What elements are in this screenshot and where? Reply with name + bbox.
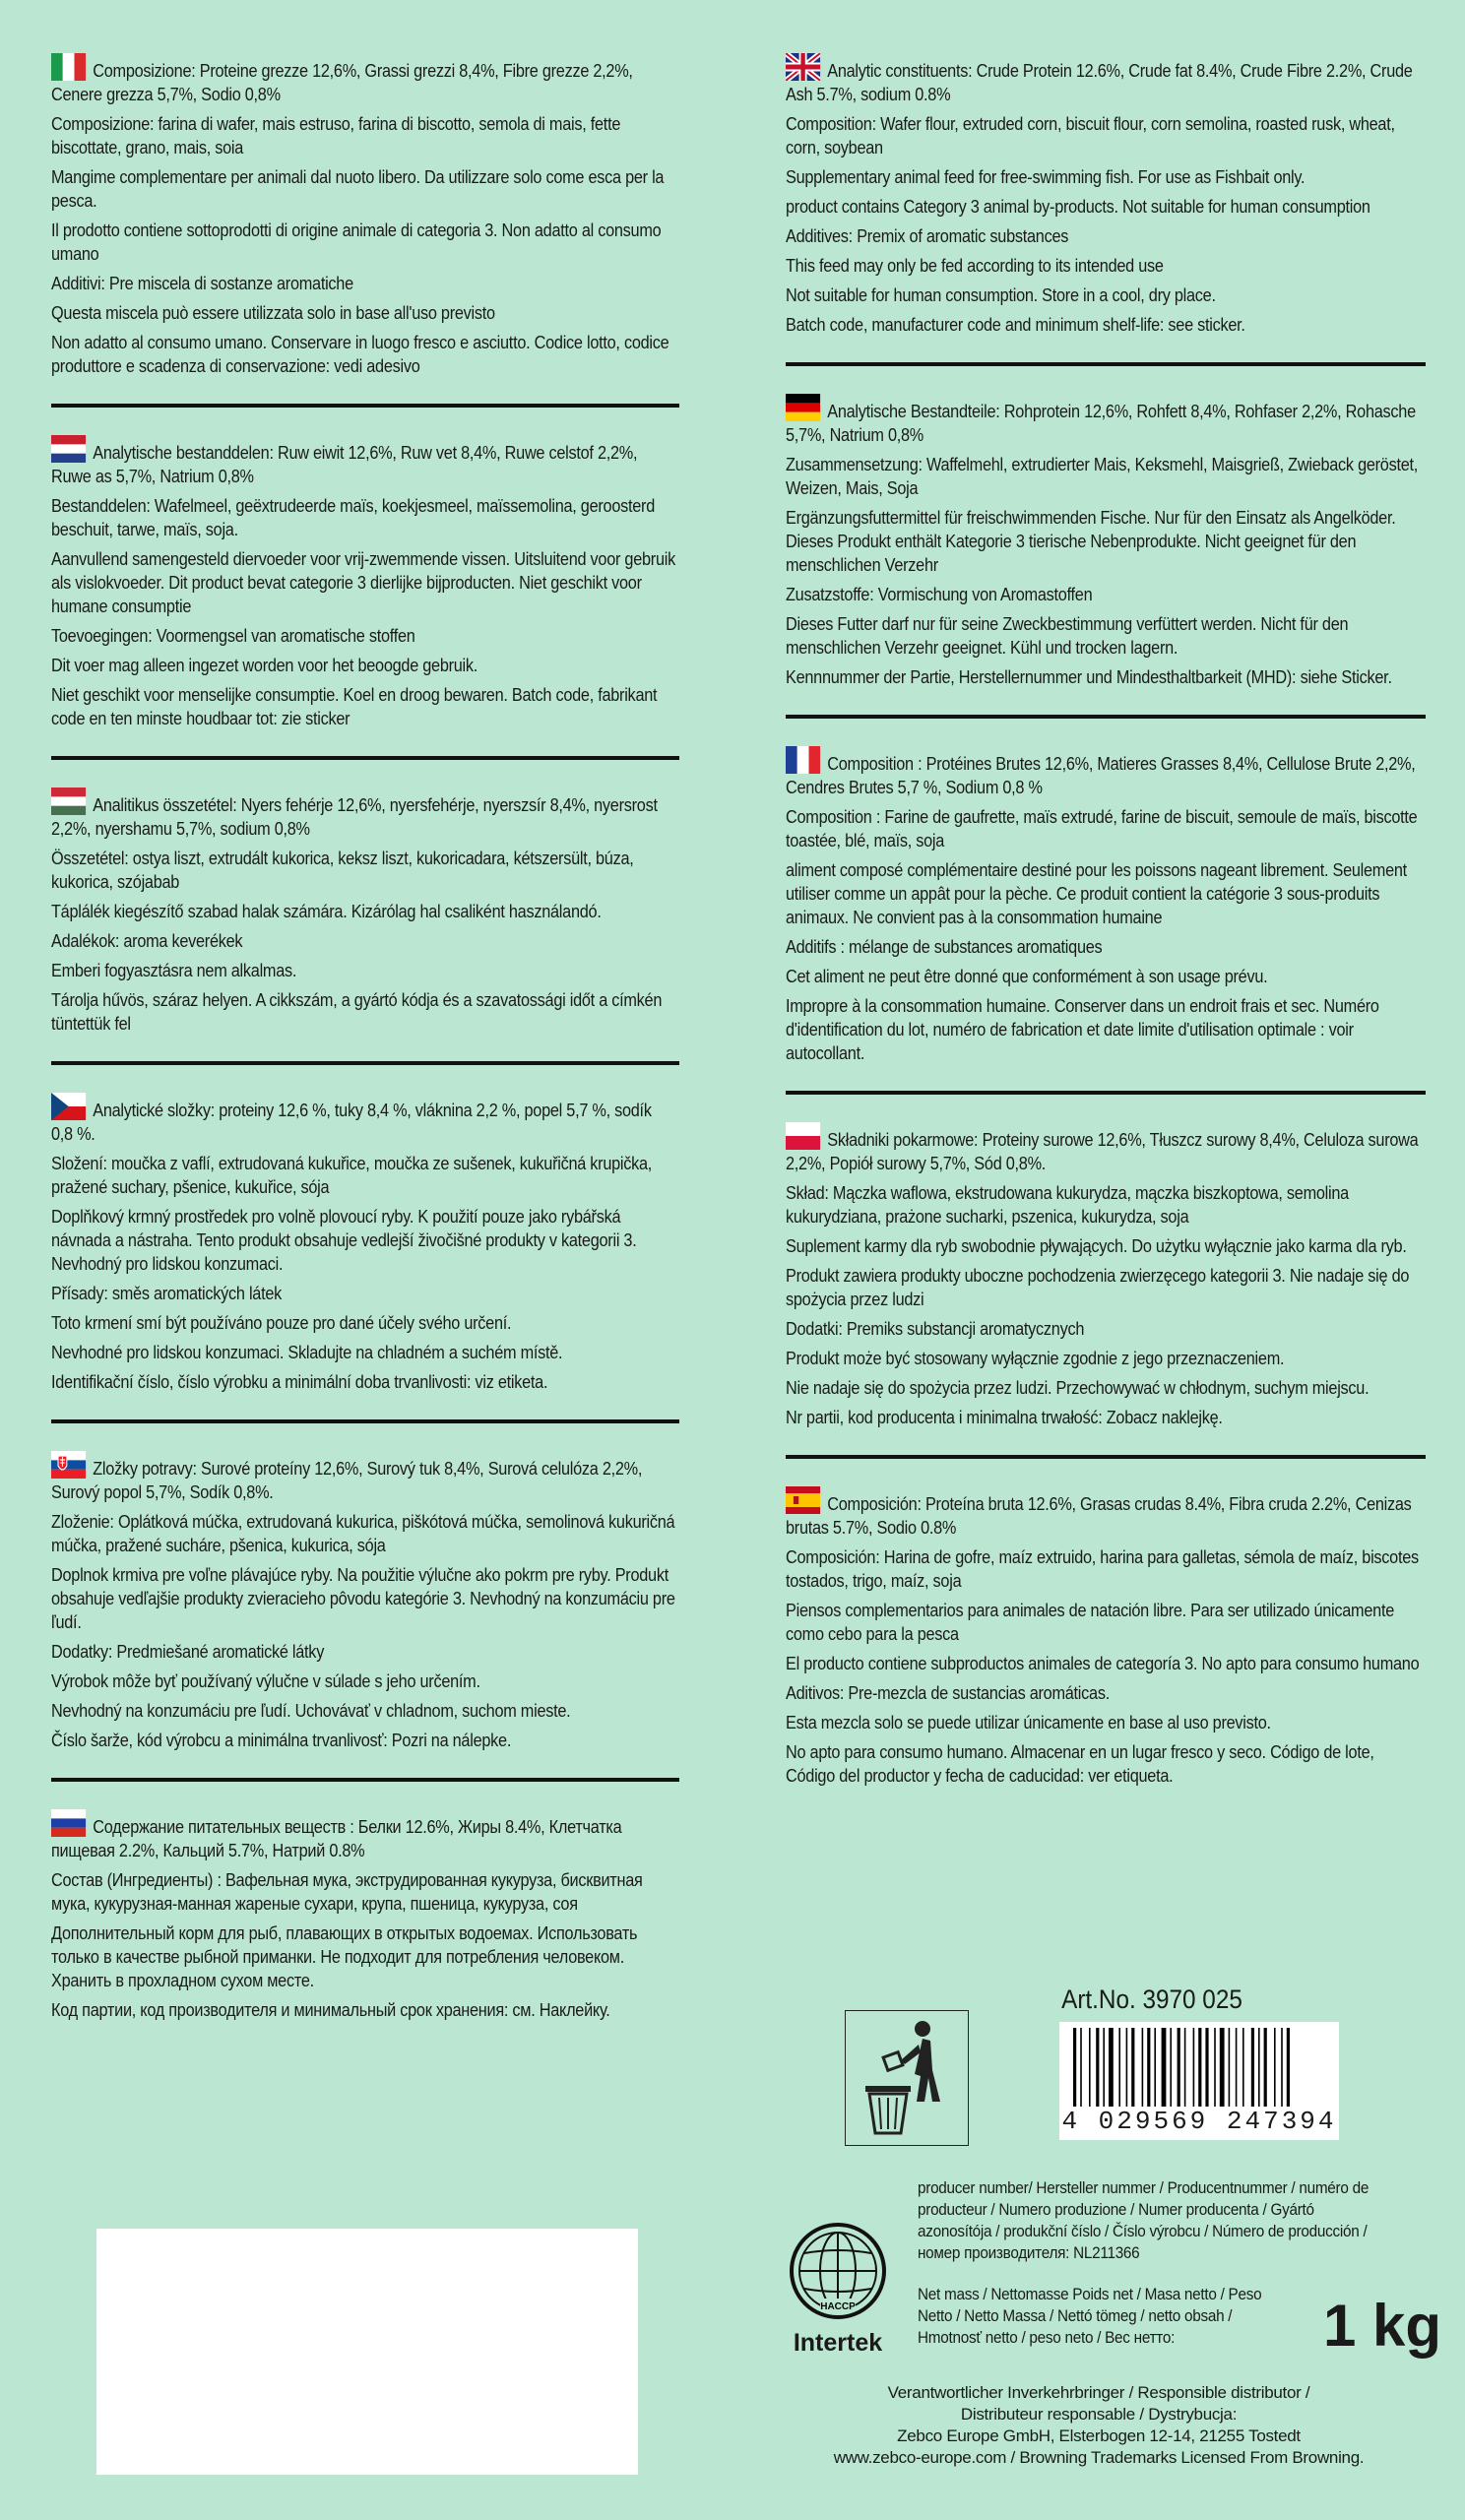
label-line: [786, 1376, 1422, 1400]
label-text: Состав (Ингредиенты) : Вафельная мука, экструдированная кукуруза, бисквитная мука, кукурузная-манная жареные сухари, крупа, пшеница, кукуруза, соя: [51, 1869, 643, 1914]
label-line: [786, 254, 1422, 278]
label-text: Dodatky: Predmiešané aromatické látky: [51, 1641, 325, 1662]
label-text: Composición: Proteína bruta 12.6%, Grasas crudas 8.4%, Fibra cruda 2.2%, Cenizas brutas 5.7%, Sodio 0.8%: [786, 1493, 1412, 1538]
label-line: [786, 1652, 1422, 1675]
intertek-haccp-logo: [784, 2220, 892, 2358]
label-line: [51, 1341, 675, 1364]
label-text: Toto krmení smí být používáno pouze pro dané účely svého určení.: [51, 1312, 512, 1333]
label-text: No apto para consumo humano. Almacenar en un lugar fresco y seco. Código de lote, Código del productor y fecha de caducidad: ver etiqueta.: [786, 1741, 1374, 1786]
czech-flag: [51, 1093, 86, 1120]
label-text: Analytické složky: proteiny 12,6 %, tuky 8,4 %, vláknina 2,2 %, popel 5,7 %, sodík 0,8 %.: [51, 1100, 652, 1144]
section-slovakia: [51, 1445, 679, 1782]
uk-flag: [786, 53, 820, 81]
label-text: Composizione: Proteine grezze 12,6%, Grassi grezzi 8,4%, Fibre grezze 2,2%, Cenere grezza 5,7%, Sodio 0,8%: [51, 60, 633, 104]
label-line: [786, 1711, 1422, 1734]
label-text: Mangime complementare per animali dal nuoto libero. Da utilizzare solo come esca per la pesca.: [51, 166, 665, 211]
label-line: [786, 746, 1422, 799]
label-line: [786, 1347, 1422, 1370]
label-text: Produkt może być stosowany wyłącznie zgodnie z jego przeznaczeniem.: [786, 1348, 1285, 1368]
hungary-flag: [51, 788, 86, 815]
left-column: [51, 47, 679, 2069]
label-text: Niet geschikt voor menselijke consumptie. Koel en droog bewaren. Batch code, fabrikant code en ten minste houdbaar tot: zie sticker: [51, 684, 658, 728]
label-line: [786, 506, 1422, 577]
label-text: Toevoegingen: Voormengsel van aromatische stoffen: [51, 625, 415, 646]
germany-flag: [786, 394, 820, 421]
label-line: [786, 313, 1422, 337]
label-text: Composición: Harina de gofre, maíz extruido, harina para galletas, sémola de maíz, biscotes tostados, trigo, maíz, soja: [786, 1546, 1419, 1591]
label-line: [786, 1599, 1422, 1646]
label-text: Nevhodné pro lidskou konzumaci. Skladujte na chladném a suchém místě.: [51, 1342, 563, 1362]
label-text: Analytic constituents: Crude Protein 12.6%, Crude fat 8.4%, Crude Fibre 2.2%, Crude Ash 5.7%, sodium 0.8%: [786, 60, 1413, 104]
label-text: Composition : Farine de gaufrette, maïs extrudé, farine de biscuit, semoule de maïs, biscotte toastée, blé, maïs, soja: [786, 806, 1418, 850]
france-flag: [786, 746, 820, 774]
label-text: Additives: Premix of aromatic substances: [786, 225, 1069, 246]
label-line: [786, 284, 1422, 307]
label-text: Tárolja hűvös, száraz helyen. A cikkszám, a gyártó kódja és a szavatossági időt a címkén tüntettük fel: [51, 989, 663, 1034]
label-line: [51, 165, 675, 213]
label-line: [51, 1152, 675, 1199]
label-text: Supplementary animal feed for free-swimming fish. For use as Fishbait only.: [786, 166, 1306, 187]
label-text: Adalékok: aroma keverékek: [51, 930, 243, 951]
label-line: [51, 929, 675, 953]
label-line: [51, 624, 675, 648]
label-text: Piensos complementarios para animales de natación libre. Para ser utilizado únicamente como cebo para la pesca: [786, 1600, 1394, 1644]
label-text: Dit voer mag alleen ingezet worden voor het beoogde gebruik.: [51, 655, 478, 675]
label-line: [786, 53, 1422, 106]
label-line: [786, 112, 1422, 159]
label-line: [51, 1370, 675, 1394]
label-text: Aditivos: Pre-mezcla de sustancias aromáticas.: [786, 1682, 1110, 1703]
label-line: [51, 547, 675, 618]
label-text: Doplňkový krmný prostředek pro volně plovoucí ryby. K použití pouze jako rybářská návnada a nástraha. Tento produkt obsahuje vedlejší živočišné produkty v kategorii 3. Nevhodný pro lidskou konzumaci.: [51, 1206, 637, 1274]
label-text: Дополнительный корм для рыб, плавающих в открытых водоемах. Использовать только в качестве рыбной приманки. Не подходит для потребления человеком. Хранить в прохладном сухом месте.: [51, 1922, 638, 1990]
label-text: Non adatto al consumo umano. Conservare in luogo fresco e asciutto. Codice lotto, codice produttore e scadenza di conservazione: vedi adesivo: [51, 332, 669, 376]
intertek-label: Intertek: [793, 2329, 883, 2357]
netherlands-flag: [51, 435, 86, 463]
section-italy: [51, 47, 679, 408]
label-text: Esta mezcla solo se puede utilizar únicamente en base al uso previsto.: [786, 1712, 1271, 1732]
label-line: [51, 272, 675, 295]
label-line: [51, 1809, 675, 1862]
section-czech: [51, 1087, 679, 1423]
label-text: Nevhodný na konzumáciu pre ľudí. Uchovávať v chladnom, suchom mieste.: [51, 1700, 571, 1721]
label-line: [786, 1406, 1422, 1429]
label-text: Produkt zawiera produkty uboczne pochodzenia zwierzęcego kategorii 3. Nie nadaje się do spożycia przez ludzi: [786, 1265, 1410, 1309]
label-line: [786, 453, 1422, 500]
label-line: [786, 965, 1422, 988]
label-text: Skład: Mączka waflowa, ekstrudowana kukurydza, mączka biszkoptowa, semolina kukurydziana, prażone sucharki, pszenica, kukurydza, soja: [786, 1182, 1349, 1227]
label-line: [786, 165, 1422, 189]
label-text: Additifs : mélange de substances aromatiques: [786, 936, 1103, 957]
label-text: Composition: Wafer flour, extruded corn, biscuit flour, corn semolina, roasted rusk, wheat, corn, soybean: [786, 113, 1395, 158]
label-text: Analitikus összetétel: Nyers fehérje 12,6%, nyersfehérje, nyerszsír 8,4%, nyersrost 2,2%, nyershamu 5,7%, sodium 0,8%: [51, 794, 658, 839]
russia-flag: [51, 1809, 86, 1837]
label-line: [786, 612, 1422, 660]
label-line: [786, 1264, 1422, 1311]
label-text: Cet aliment ne peut être donné que conformément à son usage prévu.: [786, 966, 1268, 986]
distributor-website: www.zebco-europe.com / Browning Trademarks Licensed From Browning.: [833, 2448, 1365, 2467]
section-hungary: [51, 782, 679, 1065]
label-line: [51, 1282, 675, 1305]
label-line: [51, 988, 675, 1036]
label-text: Batch code, manufacturer code and minimum shelf-life: see sticker.: [786, 314, 1245, 335]
label-line: [51, 301, 675, 325]
label-line: [786, 1486, 1422, 1540]
label-line: [51, 654, 675, 677]
label-line: [51, 112, 675, 159]
label-line: [51, 788, 675, 841]
label-text: Zusammensetzung: Waffelmehl, extrudierter Mais, Keksmehl, Maisgrieß, Zwieback geröstet, Weizen, Mais, Soja: [786, 454, 1419, 498]
distributor-address: Zebco Europe GmbH, Elsterbogen 12-14, 21255 Tostedt: [897, 2426, 1301, 2445]
right-column: [786, 47, 1426, 1835]
label-text: Kennnummer der Partie, Herstellernummer und Mindesthaltbarkeit (MHD): siehe Sticker.: [786, 666, 1392, 687]
disposal-bin-icon: [845, 2010, 969, 2146]
label-text: Suplement karmy dla ryb swobodnie pływających. Do użytku wyłącznie jako karma dla ryb.: [786, 1235, 1407, 1256]
haccp-label: HACCP: [820, 2301, 856, 2312]
label-line: [51, 1868, 675, 1916]
label-text: Il prodotto contiene sottoprodotti di origine animale di categoria 3. Non adatto al consumo umano: [51, 220, 662, 264]
producer-number: producer number/ Hersteller nummer / Producentnummer / numéro de producteur / Numero produzione / Numer producenta / Gyártó azonosítója / produkční číslo / Číslo výrobcu / Número de producción / номер производителя: NL211366: [918, 2178, 1369, 2262]
label-text: This feed may only be fed according to its intended use: [786, 255, 1164, 276]
label-line: [786, 858, 1422, 929]
label-text: Složení: moučka z vaflí, extrudovaná kukuřice, moučka ze sušenek, kukuřičná krupička, pražené suchary, pšenice, kukuřice, sója: [51, 1153, 653, 1197]
label-line: [786, 583, 1422, 606]
label-text: Nr partii, kod producenta i minimalna trwałość: Zobacz naklejkę.: [786, 1407, 1223, 1427]
section-netherlands: [51, 429, 679, 760]
label-text: Bestanddelen: Wafelmeel, geëxtrudeerde maïs, koekjesmeel, maïssemolina, geroosterd beschuit, tarwe, maïs, soja.: [51, 495, 656, 539]
label-line: [51, 1922, 675, 1992]
label-text: Код партии, код производителя и минимальный срок хранения: см. Наклейку.: [51, 1999, 610, 2020]
label-line: [786, 394, 1422, 447]
slovakia-flag: [51, 1451, 86, 1479]
label-text: Přísady: směs aromatických látek: [51, 1283, 283, 1303]
label-text: Composition : Protéines Brutes 12,6%, Matieres Grasses 8,4%, Cellulose Brute 2,2%, Cendres Brutes 5,7 %, Sodium 0,8 %: [786, 753, 1416, 797]
label-text: Składniki pokarmowe: Proteiny surowe 12,6%, Tłuszcz surowy 8,4%, Celuloza surowa 2,2%, Popiół surowy 5,7%, Sód 0,8%.: [786, 1129, 1419, 1173]
label-line: [786, 1234, 1422, 1258]
label-line: [51, 1311, 675, 1335]
section-france: [786, 740, 1426, 1095]
net-weight: 1 kg: [1323, 2293, 1442, 2359]
label-line: [51, 1640, 675, 1664]
label-line: [51, 900, 675, 923]
label-line: [51, 1205, 675, 1276]
barcode-number: 4 029569 247394: [1061, 2107, 1337, 2136]
label-line: [51, 331, 675, 378]
label-line: [51, 1451, 675, 1504]
label-line: [786, 935, 1422, 959]
label-text: Výrobok môže byť používaný výlučne v súlade s jeho určením.: [51, 1670, 480, 1691]
label-text: Zloženie: Oplátková múčka, extrudovaná kukurica, piškótová múčka, semolinová kukuričná múčka, pražené sucháre, pšenica, kukurica, sója: [51, 1511, 675, 1555]
section-spain: [786, 1480, 1426, 1813]
label-text: Ergänzungsfuttermittel für freischwimmenden Fische. Nur für den Einsatz als Angelköder. Dieses Produkt enthält Kategorie 3 tierische Nebenprodukte. Nicht geeignet für den menschlichen Verzehr: [786, 507, 1396, 575]
label-line: [51, 1729, 675, 1752]
label-line: [51, 1699, 675, 1723]
label-line: [786, 1122, 1422, 1175]
section-germany: [786, 388, 1426, 719]
label-line: [786, 1740, 1422, 1788]
label-line: [786, 805, 1422, 852]
label-line: [786, 1545, 1422, 1593]
barcode: [1059, 2022, 1339, 2140]
label-line: [786, 1681, 1422, 1705]
label-line: [51, 219, 675, 266]
label-line: [51, 1670, 675, 1693]
distributor-line: Verantwortlicher Inverkehrbringer / Responsible distributor /: [887, 2383, 1310, 2402]
label-text: Zusatzstoffe: Vormischung von Aromastoffen: [786, 584, 1093, 604]
poland-flag: [786, 1122, 820, 1150]
label-text: Additivi: Pre miscela di sostanze aromatiche: [51, 273, 353, 293]
section-uk: [786, 47, 1426, 366]
label-line: [786, 224, 1422, 248]
label-line: [51, 1093, 675, 1146]
label-text: Dieses Futter darf nur für seine Zweckbestimmung verfüttert werden. Nicht für den menschlichen Verzehr geeignet. Kühl und trocken lagern.: [786, 613, 1349, 658]
distributor-line: Distributeur responsable / Dystrybucja:: [960, 2405, 1238, 2424]
label-text: Identifikační číslo, číslo výrobku a minimální doba trvanlivosti: viz etiketa.: [51, 1371, 548, 1392]
spain-flag: [786, 1486, 820, 1514]
label-text: Analytische Bestandteile: Rohprotein 12,6%, Rohfett 8,4%, Rohfaser 2,2%, Rohasche 5,7%, Natrium 0,8%: [786, 401, 1416, 445]
label-line: [51, 494, 675, 541]
label-line: [786, 1181, 1422, 1228]
label-text: Analytische bestanddelen: Ruw eiwit 12,6%, Ruw vet 8,4%, Ruwe celstof 2,2%, Ruwe as 5,7%, Natrium 0,8%: [51, 442, 638, 486]
label-line: [786, 1317, 1422, 1341]
blank-label-area: [96, 2229, 638, 2475]
label-line: [51, 1510, 675, 1557]
label-line: [786, 665, 1422, 689]
section-poland: [786, 1116, 1426, 1459]
label-text: Nie nadaje się do spożycia przez ludzi. Przechowywać w chłodnym, suchym miejscu.: [786, 1377, 1369, 1398]
label-text: aliment composé complémentaire destiné pour les poissons nageant librement. Seulement utiliser comme un appât pour la pèche. Ce produit contient la catégorie 3 sous-produits animaux. Ne convient pas à la consommation humaine: [786, 859, 1407, 927]
label-line: [51, 1563, 675, 1634]
label-text: Emberi fogyasztásra nem alkalmas.: [51, 960, 297, 980]
label-text: Zložky potravy: Surové proteíny 12,6%, Surový tuk 8,4%, Surová celulóza 2,2%, Surový popol 5,7%, Sodík 0,8%.: [51, 1458, 643, 1502]
label-text: El producto contiene subproductos animales de categoría 3. No apto para consumo humano: [786, 1653, 1420, 1673]
label-text: Aanvullend samengesteld diervoeder voor vrij-zwemmende vissen. Uitsluitend voor gebruik als vislokvoeder. Dit product bevat categorie 3 dierlijke bijproducten. Niet geschikt voor humane consumptie: [51, 548, 675, 616]
label-text: Doplnok krmiva pre voľne plávajúce ryby. Na použitie výlučne ako pokrm pre ryby. Produkt obsahuje vedľajšie produkty zvieracieho pôvodu kategórie 3. Nevhodný na konzumáciu pre ľudí.: [51, 1564, 675, 1632]
article-number: Art.No. 3970 025: [1061, 1984, 1242, 2014]
label-text: Impropre à la consommation humaine. Conserver dans un endroit frais et sec. Numéro d'identification du lot, numéro de fabrication et date limite d'utilisation optimale : voir autocollant.: [786, 995, 1379, 1063]
net-mass-label: Net mass / Nettomasse Poids net / Masa netto / Peso Netto / Netto Massa / Nettó tömeg / netto obsah / Hmotnosť netto / peso neto / Вес нетто:: [918, 2285, 1262, 2347]
section-russia: [51, 1803, 679, 2048]
label-text: product contains Category 3 animal by-products. Not suitable for human consumption: [786, 196, 1370, 217]
label-line: [51, 683, 675, 730]
label-line: [51, 847, 675, 894]
label-text: Not suitable for human consumption. Store in a cool, dry place.: [786, 284, 1216, 305]
label-line: [786, 195, 1422, 219]
label-text: Táplálék kiegészítő szabad halak számára. Kizárólag hal csaliként használandó.: [51, 901, 602, 921]
label-line: [51, 435, 675, 488]
label-line: [51, 959, 675, 982]
italy-flag: [51, 53, 86, 81]
label-text: Číslo šarže, kód výrobcu a minimálna trvanlivosť: Pozri na nálepke.: [51, 1730, 512, 1750]
label-text: Összetétel: ostya liszt, extrudált kukorica, keksz liszt, kukoricadara, kétszersült, búza, kukorica, szójabab: [51, 848, 634, 892]
label-text: Composizione: farina di wafer, mais estruso, farina di biscotto, semola di mais, fette biscottate, grano, mais, soia: [51, 113, 621, 158]
label-text: Questa miscela può essere utilizzata solo in base all'uso previsto: [51, 302, 495, 323]
label-line: [786, 994, 1422, 1065]
label-line: [51, 1998, 675, 2022]
label-text: Dodatki: Premiks substancji aromatycznych: [786, 1318, 1085, 1339]
label-text: Содержание питательных веществ : Белки 12.6%, Жиры 8.4%, Клетчатка пищевая 2.2%, Кальций 5.7%, Натрий 0.8%: [51, 1816, 622, 1860]
globe-icon: [787, 2220, 889, 2322]
label-line: [51, 53, 675, 106]
distributor-info: [823, 2382, 1374, 2469]
